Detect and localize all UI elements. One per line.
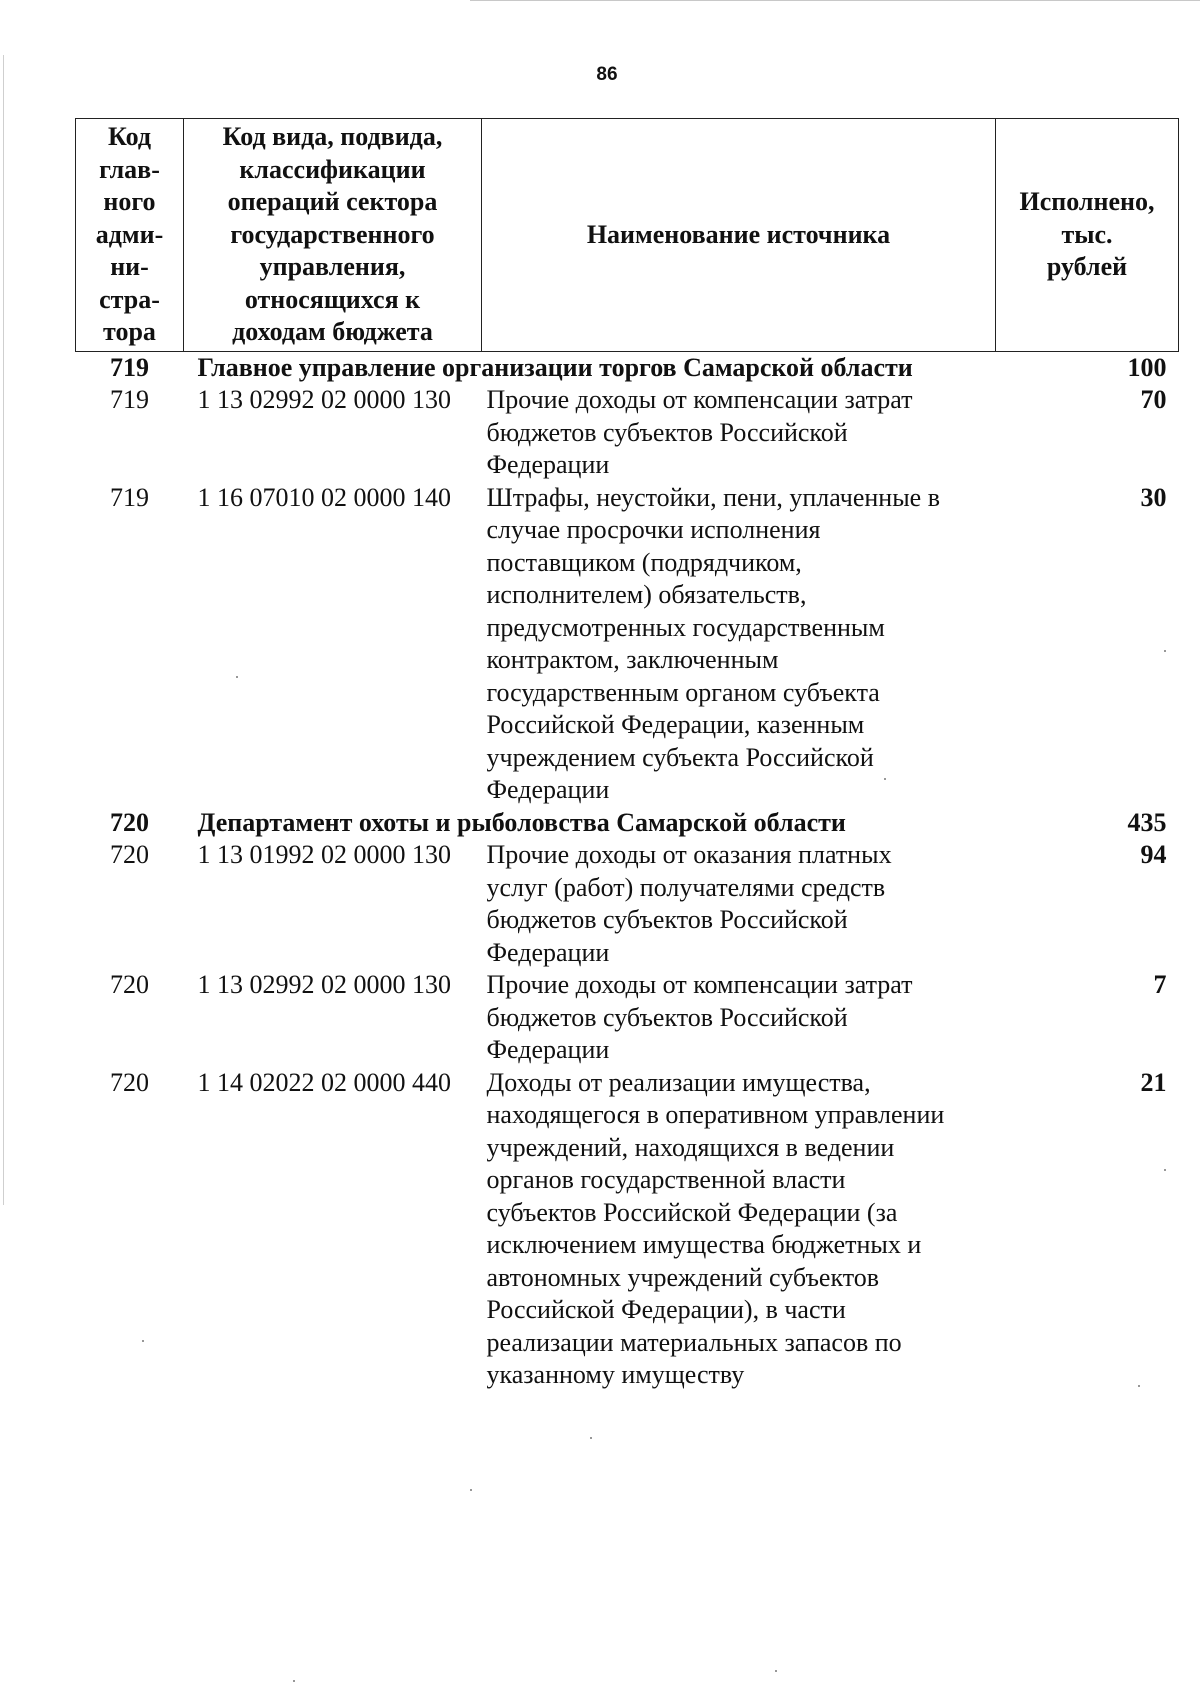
row-amount: 94: [1140, 840, 1167, 869]
scan-speck: [590, 1437, 592, 1439]
scan-speck: [1138, 1385, 1140, 1387]
table-header-row: [76, 119, 1179, 352]
group-name: Главное управление организации торгов Самарской области: [197, 352, 913, 382]
row-admin-code: 719: [110, 385, 149, 414]
scan-left-edge: [3, 55, 4, 1205]
row-income-code: 1 13 01992 02 0000 130: [197, 840, 451, 869]
row-source-name: Доходы от реализации имущества, находящегося в оперативном управлении учреждений, находящихся в ведении органов государственной власти субъектов Российской Федерации (за исключением имущества бюджетных и автономных учреждений субъектов Российской Федерации), в части реализации материальных запасов по указанному имуществу: [486, 1067, 945, 1389]
group-admin-code: 719: [110, 352, 149, 382]
income-table: [75, 118, 1179, 1392]
header-source-name: Наименование источника: [482, 119, 996, 352]
row-income-code: 1 13 02992 02 0000 130: [197, 970, 451, 999]
group-admin-code: 720: [110, 807, 149, 837]
group-amount: 435: [1127, 807, 1167, 837]
row-amount: 21: [1140, 1067, 1167, 1097]
header-executed: Исполнено, тыс. рублей: [996, 119, 1179, 352]
scan-speck: [1164, 650, 1166, 652]
row-admin-code: 720: [110, 1067, 149, 1097]
row-income-code: 1 13 02992 02 0000 130: [197, 385, 451, 414]
scan-speck: [470, 1489, 472, 1491]
header-admin-code: Код глав- ного адми- ни- стра- тора: [76, 119, 184, 352]
scan-speck: [1164, 1169, 1166, 1171]
row-amount: 30: [1140, 482, 1167, 512]
group-row-720: [76, 807, 1179, 840]
row-admin-code: 720: [110, 840, 149, 869]
row-source-name: Прочие доходы от оказания платных услуг (работ) получателями средств бюджетов субъектов Российской Федерации: [486, 840, 892, 967]
scan-top-edge: [470, 0, 1200, 1]
scan-speck: [884, 778, 886, 780]
table-row: [76, 969, 1179, 1067]
row-source-name: Прочие доходы от компенсации затрат бюджетов субъектов Российской Федерации: [486, 385, 913, 479]
page-number: 86: [596, 64, 618, 85]
table-row: [76, 1067, 1179, 1392]
row-source-name: Прочие доходы от компенсации затрат бюджетов субъектов Российской Федерации: [486, 970, 913, 1064]
group-name: Департамент охоты и рыболовства Самарской области: [197, 807, 846, 837]
scan-speck: [775, 1670, 777, 1672]
header-income-code: Код вида, подвида, классификации операций сектора государственного управления, относящихся к доходам бюджета: [184, 119, 482, 352]
group-amount: 100: [1127, 352, 1167, 382]
table-row: [76, 482, 1179, 807]
row-admin-code: 720: [110, 970, 149, 999]
row-amount: 7: [1153, 970, 1167, 999]
scan-speck: [236, 676, 238, 678]
row-amount: 70: [1140, 385, 1167, 414]
table-row: [76, 839, 1179, 969]
row-source-name: Штрафы, неустойки, пени, уплаченные в случае просрочки исполнения поставщиком (подрядчиком, исполнителем) обязательств, предусмотренных государственным контрактом, заключенным государственным органом субъекта Российской Федерации, казенным учреждением субъекта Российской Федерации: [486, 482, 940, 804]
group-row-719: [76, 351, 1179, 384]
scan-speck: [142, 1340, 144, 1342]
table-row: [76, 384, 1179, 482]
row-income-code: 1 16 07010 02 0000 140: [197, 482, 451, 512]
row-admin-code: 719: [110, 482, 149, 512]
scan-speck: [293, 1680, 295, 1682]
row-income-code: 1 14 02022 02 0000 440: [197, 1067, 451, 1097]
